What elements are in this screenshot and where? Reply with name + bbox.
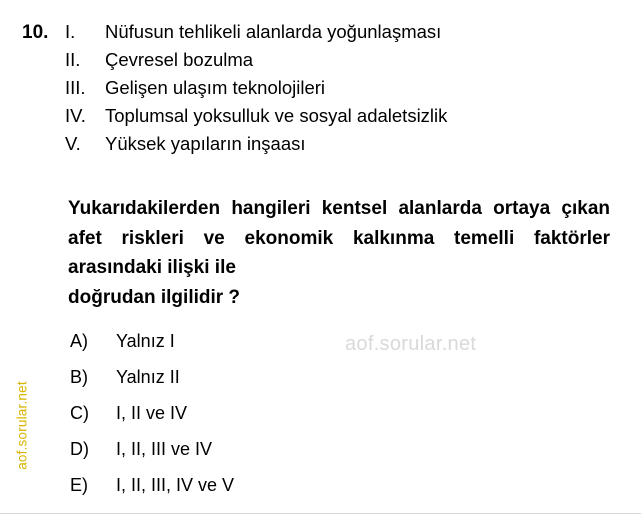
list-item-label: III. — [65, 77, 86, 98]
question-number: 10. — [22, 22, 49, 43]
option-text: I, II, III, IV ve V — [116, 475, 235, 495]
roman-numeral-list — [65, 21, 610, 161]
list-item-label: IV. — [65, 105, 86, 126]
option-letter: B) — [70, 367, 88, 387]
side-watermark: aof.sorular.net — [14, 381, 30, 470]
option-d[interactable] — [70, 439, 610, 475]
option-letter: C) — [70, 403, 89, 423]
list-item — [65, 21, 610, 49]
list-item-label: I. — [65, 21, 76, 42]
list-item-text: Çevresel bozulma — [105, 49, 254, 70]
option-text: I, II ve IV — [116, 403, 188, 423]
bottom-divider — [0, 513, 641, 514]
center-watermark: aof.sorular.net — [345, 333, 477, 355]
list-item — [65, 133, 610, 161]
answer-options — [70, 331, 610, 511]
list-item — [65, 77, 610, 105]
option-text: Yalnız I — [116, 331, 175, 351]
option-letter: D) — [70, 439, 89, 459]
option-letter: A) — [70, 331, 88, 351]
list-item-text: Gelişen ulaşım teknolojileri — [105, 77, 326, 98]
list-item — [65, 49, 610, 77]
option-b[interactable] — [70, 367, 610, 403]
option-text: I, II, III ve IV — [116, 439, 213, 459]
option-letter: E) — [70, 475, 88, 495]
question-stem-last-line: doğrudan ilgilidir ? — [68, 286, 241, 308]
option-e[interactable] — [70, 475, 610, 511]
list-item-label: II. — [65, 49, 81, 70]
option-text: Yalnız II — [116, 367, 180, 387]
list-item-label: V. — [65, 133, 81, 154]
list-item-text: Yüksek yapıların inşaası — [105, 133, 306, 154]
list-item — [65, 105, 610, 133]
list-item-text: Toplumsal yoksulluk ve sosyal adaletsizlik — [105, 105, 448, 126]
option-a[interactable] — [70, 331, 610, 367]
question-stem — [68, 194, 610, 312]
list-item-text: Nüfusun tehlikeli alanlarda yoğunlaşması — [105, 21, 442, 42]
question-stem-main: Yukarıdakilerden hangileri kentsel alanlarda ortaya çıkan afet riskleri ve ekonomik kalkınma temelli faktörler arasındaki ilişki ile — [68, 198, 610, 278]
option-c[interactable] — [70, 403, 610, 439]
